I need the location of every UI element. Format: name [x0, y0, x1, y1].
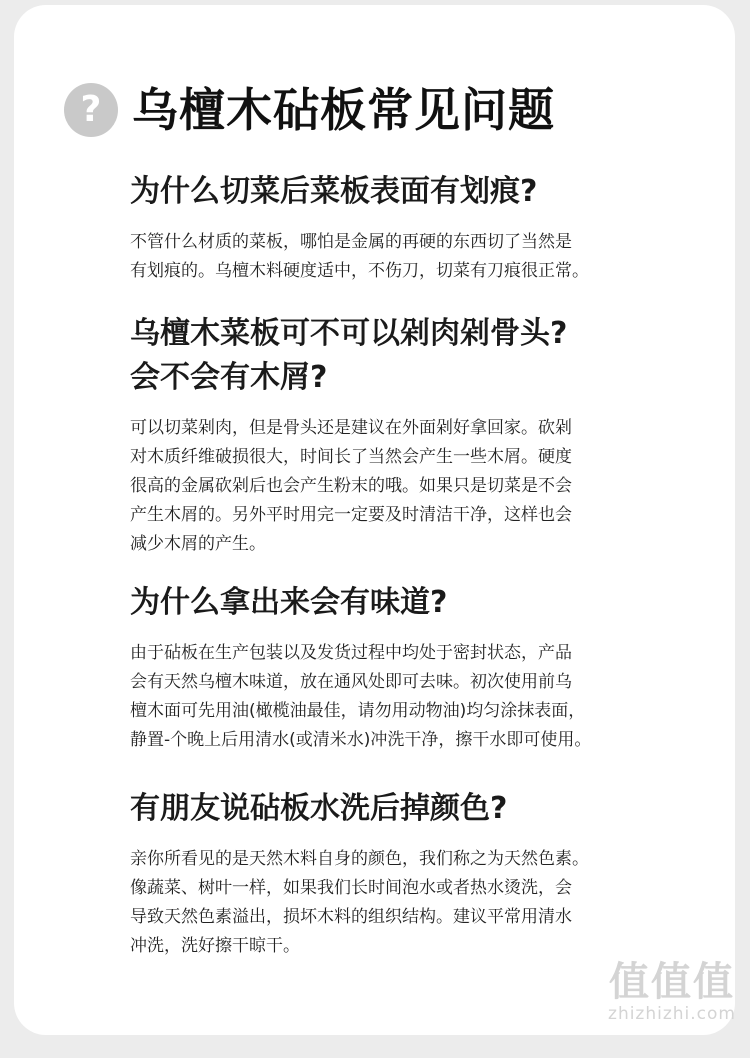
faq-question-line: 会不会有木屑? — [130, 360, 328, 395]
faq-answer-line: 不管什么材质的菜板，哪怕是金属的再硬的东西切了当然是 — [130, 232, 572, 252]
faq-question-line: 为什么切菜后菜板表面有划痕? — [130, 174, 538, 209]
faq-item — [130, 312, 690, 559]
faq-answer-line: 有划痕的。乌檀木料硬度适中，不伤刀，切菜有刀痕很正常。 — [130, 261, 589, 281]
faq-answer-line: 会有天然乌檀木味道，放在通风处即可去味。初次使用前乌 — [130, 672, 572, 692]
faq-question — [130, 581, 690, 625]
faq-question — [130, 787, 690, 831]
faq-answer-line: 可以切菜剁肉，但是骨头还是建议在外面剁好拿回家。砍剁 — [130, 418, 572, 438]
page-title: 乌檀木砧板常见问题 — [132, 83, 555, 137]
faq-question-line: 乌檀木菜板可不可以剁肉剁骨头? — [130, 316, 568, 351]
faq-item — [130, 581, 690, 755]
faq-item — [130, 787, 690, 961]
faq-question-line: 有朋友说砧板水洗后掉颜色? — [130, 791, 508, 826]
page-header — [64, 80, 555, 140]
faq-answer-line: 静置-个晚上后用清水(或清米水)冲洗干净，擦干水即可使用。 — [130, 730, 592, 750]
faq-answer-line: 对木质纤维破损很大，时间长了当然会产生一些木屑。硬度 — [130, 447, 572, 467]
faq-answer-line: 冲洗，洗好擦干晾干。 — [130, 936, 300, 956]
faq-answer — [130, 414, 690, 559]
faq-answer-line: 亲你所看见的是天然木料自身的颜色，我们称之为天然色素。 — [130, 849, 589, 869]
faq-answer — [130, 639, 690, 755]
faq-answer-line: 导致天然色素溢出，损坏木料的组织结构。建议平常用清水 — [130, 907, 572, 927]
faq-answer-line: 减少木屑的产生。 — [130, 534, 266, 554]
watermark-logo: 值值值 — [609, 959, 735, 1005]
faq-answer-line: 很高的金属砍剁后也会产生粉末的哦。如果只是切菜是不会 — [130, 476, 572, 496]
watermark — [608, 960, 736, 1024]
question-icon: ? — [64, 83, 118, 137]
faq-answer — [130, 228, 690, 286]
watermark-url: zhizhizhi.com — [608, 1004, 736, 1024]
faq-answer — [130, 845, 690, 961]
faq-question — [130, 170, 690, 214]
faq-question-line: 为什么拿出来会有味道? — [130, 585, 448, 620]
faq-answer-line: 檀木面可先用油(橄榄油最佳，请勿用动物油)均匀涂抹表面， — [130, 701, 586, 721]
faq-answer-line: 由于砧板在生产包装以及发货过程中均处于密封状态，产品 — [130, 643, 572, 663]
faq-card — [14, 5, 735, 1035]
faq-question — [130, 312, 690, 400]
faq-answer-line: 像蔬菜、树叶一样，如果我们长时间泡水或者热水烫洗，会 — [130, 878, 572, 898]
faq-item — [130, 170, 690, 286]
faq-answer-line: 产生木屑的。另外平时用完一定要及时清洁干净，这样也会 — [130, 505, 572, 525]
